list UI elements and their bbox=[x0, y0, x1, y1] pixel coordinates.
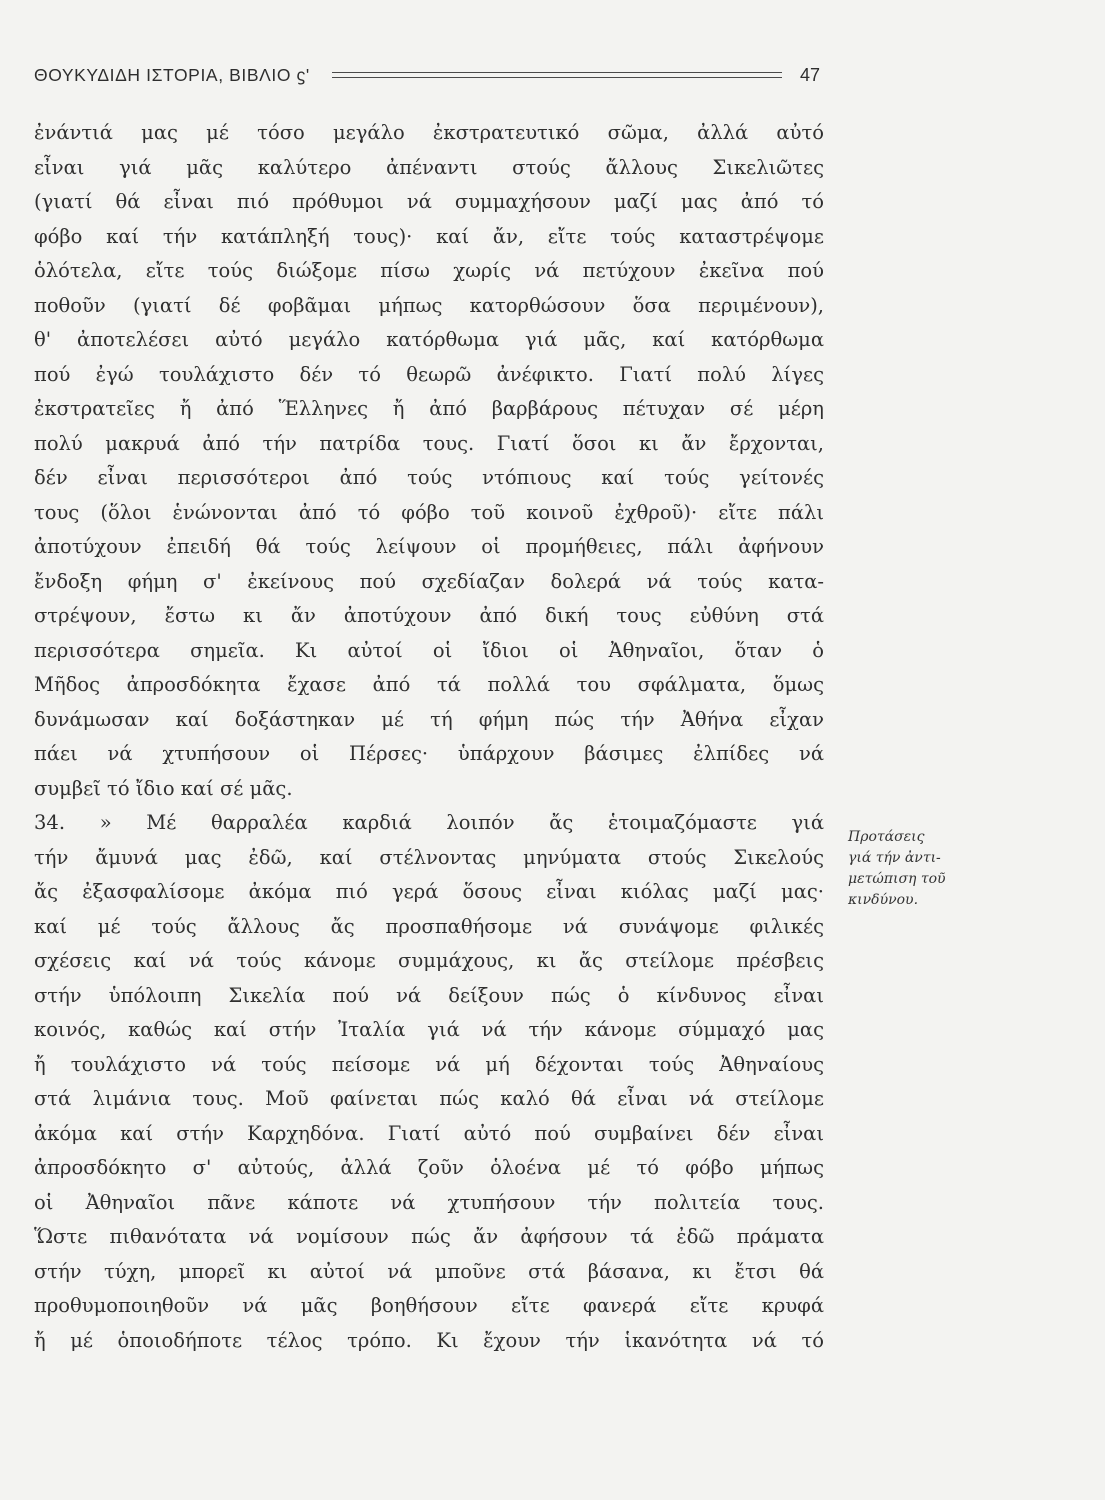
text-line: τήν ἄμυνά μας ἐδῶ, καί στέλνοντας μηνύματα στούς Σικελούς bbox=[34, 845, 824, 869]
text-line: στήν τύχη, μπορεῖ κι αὐτοί νά μποῦνε στά βάσανα, κι ἔτσι θά bbox=[34, 1259, 824, 1283]
text-line: στρέψουν, ἔστω κι ἄν ἀποτύχουν ἀπό δική τους εὐθύνη στά bbox=[34, 604, 824, 627]
text-line: πολύ μακρυά ἀπό τήν πατρίδα τους. Γιατί ὅσοι κι ἄν ἔρχονται, bbox=[34, 431, 824, 455]
text-line: ἐκστρατεῖες ἤ ἀπό Ἕλληνες ἤ ἀπό βαρβάρους πέτυχαν σέ μέρη bbox=[34, 397, 824, 420]
page-number: 47 bbox=[799, 64, 820, 85]
section-34-first-line: 34. » Μέ θαρραλέα καρδιά λοιπόν ἄς ἑτοιμαζόμαστε γιά bbox=[34, 811, 824, 834]
margin-note-line: Προτάσεις bbox=[848, 829, 925, 845]
text-line: ἤ μέ ὁποιοδήποτε τέλος τρόπο. Κι ἔχουν τήν ἱκανότητα νά τό bbox=[34, 1328, 824, 1352]
margin-note-line: γιά τήν ἀντι- bbox=[848, 850, 941, 866]
header-rule bbox=[332, 72, 782, 78]
text-line: στά λιμάνια τους. Μοῦ φαίνεται πώς καλό θά εἶναι νά στείλομε bbox=[34, 1087, 824, 1110]
text-line: ἐνάντιά μας μέ τόσο μεγάλο ἐκστρατευτικό σῶμα, ἀλλά αὐτό bbox=[34, 121, 824, 144]
text-line: δυνάμωσαν καί δοξάστηκαν μέ τή φήμη πώς τήν Ἀθήνα εἶχαν bbox=[34, 707, 824, 731]
text-line: δέν εἶναι περισσότεροι ἀπό τούς ντόπιους καί τούς γείτονές bbox=[34, 466, 824, 489]
text-line: ἄς ἐξασφαλίσομε ἀκόμα πιό γερά ὅσους εἶναι κιόλας μαζί μας· bbox=[34, 880, 824, 903]
text-line: ἤ τουλάχιστο νά τούς πείσομε νά μή δέχονται τούς Ἀθηναίους bbox=[34, 1052, 824, 1076]
text-line: Μῆδος ἀπροσδόκητα ἔχασε ἀπό τά πολλά του σφάλματα, ὅμως bbox=[34, 673, 824, 696]
paragraph-end-line: συμβεῖ τό ἴδιο καί σέ μᾶς. bbox=[34, 776, 293, 800]
text-line: Ὥστε πιθανότατα νά νομίσουν πώς ἄν ἀφήσουν τά ἐδῶ πράματα bbox=[34, 1225, 824, 1248]
running-header bbox=[34, 62, 820, 88]
text-line: καί μέ τούς ἄλλους ἄς προσπαθήσομε νά συνάψομε φιλικές bbox=[34, 914, 824, 938]
running-title: ΘΟΥΚΥΔΙΔΗ ΙΣΤΟΡΙΑ, ΒΙΒΛΙΟ ϛ' bbox=[34, 64, 310, 85]
text-line: ποθοῦν (γιατί δέ φοβᾶμαι μήπως κατορθώσουν ὅσα περιμένουν), bbox=[34, 293, 824, 317]
text-line: ἀκόμα καί στήν Καρχηδόνα. Γιατί αὐτό πού συμβαίνει δέν εἶναι bbox=[34, 1121, 824, 1145]
text-line: στήν ὑπόλοιπη Σικελία πού νά δείξουν πώς ὁ κίνδυνος εἶναι bbox=[34, 983, 824, 1007]
text-line: οἱ Ἀθηναῖοι πᾶνε κάποτε νά χτυπήσουν τήν πολιτεία τους. bbox=[34, 1190, 824, 1214]
text-line: (γιατί θά εἶναι πιό πρόθυμοι νά συμμαχήσουν μαζί μας ἀπό τό bbox=[34, 190, 824, 213]
text-line: σχέσεις καί νά τούς κάνομε συμμάχους, κι ἄς στείλομε πρέσβεις bbox=[34, 949, 824, 972]
text-line: προθυμοποιηθοῦν νά μᾶς βοηθήσουν εἴτε φανερά εἴτε κρυφά bbox=[34, 1294, 824, 1317]
body-text bbox=[34, 116, 824, 1358]
text-line: τους (ὅλοι ἑνώνονται ἀπό τό φόβο τοῦ κοινοῦ ἐχθροῦ)· εἴτε πάλι bbox=[34, 500, 824, 524]
text-line: πού ἐγώ τουλάχιστο δέν τό θεωρῶ ἀνέφικτο. Γιατί πολύ λίγες bbox=[34, 362, 824, 386]
text-line: φόβο καί τήν κατάπληξή τους)· καί ἄν, εἴτε τούς καταστρέψομε bbox=[34, 224, 824, 248]
text-line: περισσότερα σημεῖα. Κι αὐτοί οἱ ἴδιοι οἱ Ἀθηναῖοι, ὅταν ὁ bbox=[34, 638, 824, 662]
margin-note-line: μετώπιση τοῦ bbox=[848, 871, 946, 887]
text-line: ἔνδοξη φήμη σ' ἐκείνους πού σχεδίαζαν δολερά νά τούς κατα- bbox=[34, 569, 824, 593]
text-line: ἀποτύχουν ἐπειδή θά τούς λείψουν οἱ προμήθειες, πάλι ἀφήνουν bbox=[34, 535, 824, 558]
margin-note bbox=[848, 827, 1028, 911]
text-line: κοινός, καθώς καί στήν Ἰταλία γιά νά τήν κάνομε σύμμαχό μας bbox=[34, 1018, 824, 1041]
margin-note-line: κινδύνου. bbox=[848, 892, 919, 908]
text-line: ὁλότελα, εἴτε τούς διώξομε πίσω χωρίς νά πετύχουν ἐκεῖνα πού bbox=[34, 259, 824, 282]
text-line: ἀπροσδόκητο σ' αὐτούς, ἀλλά ζοῦν ὁλοένα μέ τό φόβο μήπως bbox=[34, 1156, 824, 1179]
text-line: πάει νά χτυπήσουν οἱ Πέρσες· ὑπάρχουν βάσιμες ἐλπίδες νά bbox=[34, 742, 824, 765]
text-line: εἶναι γιά μᾶς καλύτερο ἀπέναντι στούς ἄλλους Σικελιῶτες bbox=[34, 155, 824, 179]
text-line: θ' ἀποτελέσει αὐτό μεγάλο κατόρθωμα γιά μᾶς, καί κατόρθωμα bbox=[34, 328, 824, 351]
